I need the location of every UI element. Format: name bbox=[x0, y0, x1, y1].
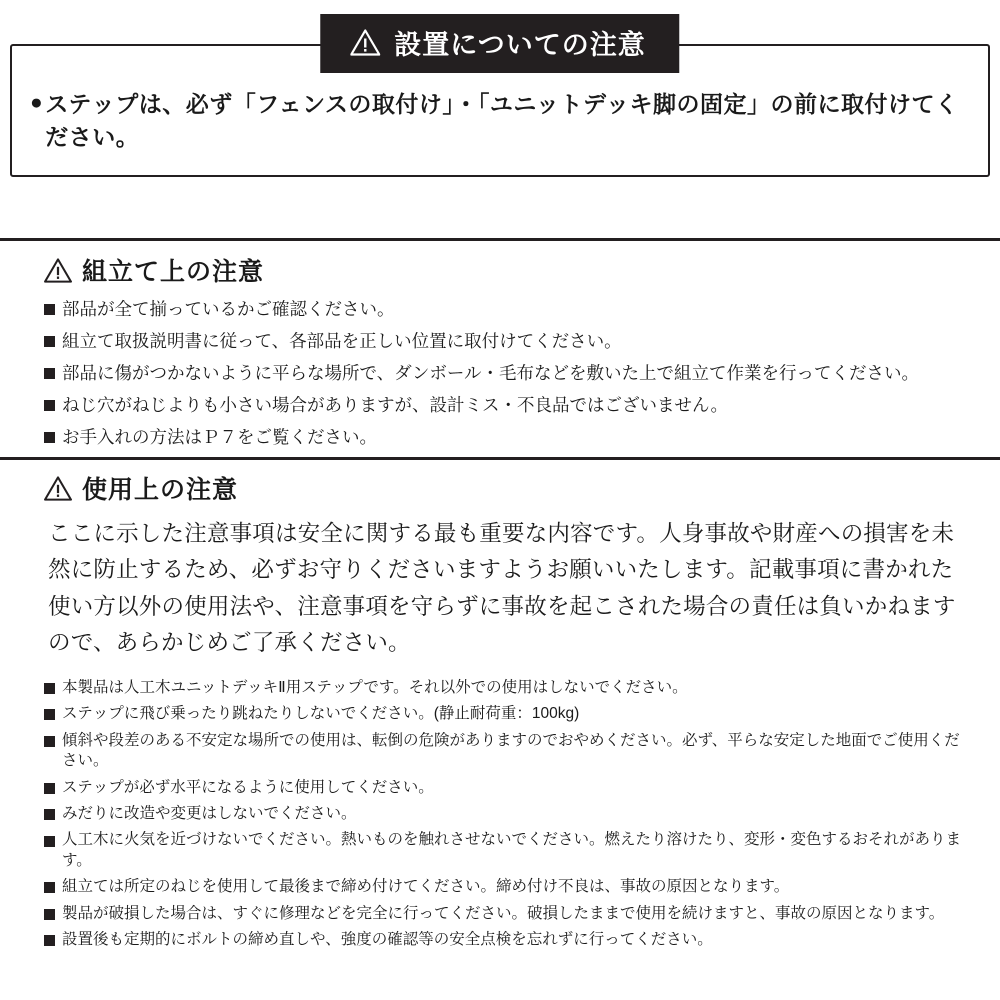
square-bullet-icon bbox=[44, 400, 55, 411]
installation-notice-text: ステップは、必ず「フェンスの取付け」・「ユニットデッキ脚の固定」の前に取付けてください。 bbox=[45, 91, 959, 150]
assembly-cautions-title: 組立て上の注意 bbox=[82, 258, 265, 286]
usage-cautions-title: 使用上の注意 bbox=[82, 476, 239, 504]
list-item-text: お手入れの方法はＰ７をご覧ください。 bbox=[62, 427, 377, 448]
list-item bbox=[44, 830, 962, 871]
square-bullet-icon bbox=[44, 709, 55, 720]
warning-triangle-icon bbox=[350, 29, 380, 56]
square-bullet-icon bbox=[44, 836, 55, 847]
list-item bbox=[44, 704, 962, 724]
usage-cautions-section bbox=[0, 470, 1000, 957]
list-item-text: ステップに飛び乗ったり跳ねたりしないでください。(静止耐荷重：100kg) bbox=[62, 705, 580, 723]
list-item bbox=[44, 394, 962, 417]
list-item-text: 人工木に火気を近づけないでください。熱いものを触れさせないでください。燃えたり溶けたり、変形・変色するおそれがあります。 bbox=[62, 831, 962, 869]
usage-cautions-list bbox=[44, 678, 962, 951]
list-item-text: 組立ては所定のねじを使用して最後まで締め付けてください。締め付け不良は、事故の原因となります。 bbox=[62, 878, 790, 896]
list-item bbox=[44, 330, 962, 353]
list-item bbox=[44, 362, 962, 385]
list-item-text: 組立て取扱説明書に従って、各部品を正しい位置に取付けてください。 bbox=[62, 331, 622, 352]
assembly-cautions-list bbox=[44, 298, 962, 449]
square-bullet-icon bbox=[44, 809, 55, 820]
warning-triangle-icon bbox=[44, 476, 72, 501]
square-bullet-icon bbox=[44, 783, 55, 794]
list-item bbox=[44, 298, 962, 321]
list-item bbox=[44, 426, 962, 449]
list-item-text: 本製品は人工木ユニットデッキⅡ用ステップです。それ以外での使用はしないでください。 bbox=[62, 678, 688, 696]
square-bullet-icon bbox=[44, 368, 55, 379]
usage-cautions-lead-paragraph: ここに示した注意事項は安全に関する最も重要な内容です。人身事故や財産への損害を未然に防止するため、必ずお守りくださいますようお願いいたします。記載事項に書かれた使い方以外の使用法や、注意事項を守らずに事故を起こされた場合の責任は負いかねますので、あらかじめご了承ください。 bbox=[48, 521, 956, 656]
installation-notice-title: 設置についての注意 bbox=[394, 30, 646, 60]
list-item-text: 傾斜や段差のある不安定な場所での使用は、転倒の危険がありますのでおやめください。必ず、平らな安定した地面でご使用ください。 bbox=[62, 731, 960, 770]
list-item-text: 製品が破損した場合は、すぐに修理などを完全に行ってください。破損したままで使用を続けますと、事故の原因となります。 bbox=[62, 904, 945, 922]
list-item bbox=[44, 877, 962, 897]
list-item bbox=[44, 778, 962, 798]
list-item-text: みだりに改造や変更はしないでください。 bbox=[62, 805, 357, 823]
list-item-text: 部品に傷がつかないように平らな場所で、ダンボール・毛布などを敷いた上で組立て作業を行ってください。 bbox=[62, 363, 919, 384]
list-item bbox=[44, 678, 962, 698]
usage-cautions-heading bbox=[44, 470, 962, 506]
square-bullet-icon bbox=[44, 304, 55, 315]
divider-rule-bottom bbox=[0, 457, 1000, 460]
list-item bbox=[44, 930, 962, 950]
list-item bbox=[44, 731, 962, 772]
bullet-mark: ● bbox=[30, 91, 44, 114]
list-item bbox=[44, 904, 962, 924]
square-bullet-icon bbox=[44, 683, 55, 694]
square-bullet-icon bbox=[44, 736, 55, 747]
assembly-cautions-heading bbox=[44, 252, 962, 288]
installation-notice-box bbox=[10, 30, 990, 177]
list-item-text: 部品が全て揃っているかご確認ください。 bbox=[62, 299, 395, 319]
list-item-text: 設置後も定期的にボルトの締め直しや、強度の確認等の安全点検を忘れずに行ってください。 bbox=[62, 931, 713, 949]
square-bullet-icon bbox=[44, 909, 55, 920]
square-bullet-icon bbox=[44, 882, 55, 893]
installation-notice-body bbox=[30, 88, 970, 153]
divider-rule-top bbox=[0, 238, 1000, 241]
list-item-text: ねじ穴がねじよりも小さい場合がありますが、設計ミス・不良品ではございません。 bbox=[62, 395, 729, 416]
square-bullet-icon bbox=[44, 935, 55, 946]
assembly-cautions-section bbox=[0, 252, 1000, 458]
square-bullet-icon bbox=[44, 432, 55, 443]
list-item-text: ステップが必ず水平になるように使用してください。 bbox=[62, 778, 434, 796]
square-bullet-icon bbox=[44, 336, 55, 347]
warning-triangle-icon bbox=[44, 258, 72, 283]
installation-notice-banner bbox=[320, 14, 679, 73]
list-item bbox=[44, 804, 962, 824]
